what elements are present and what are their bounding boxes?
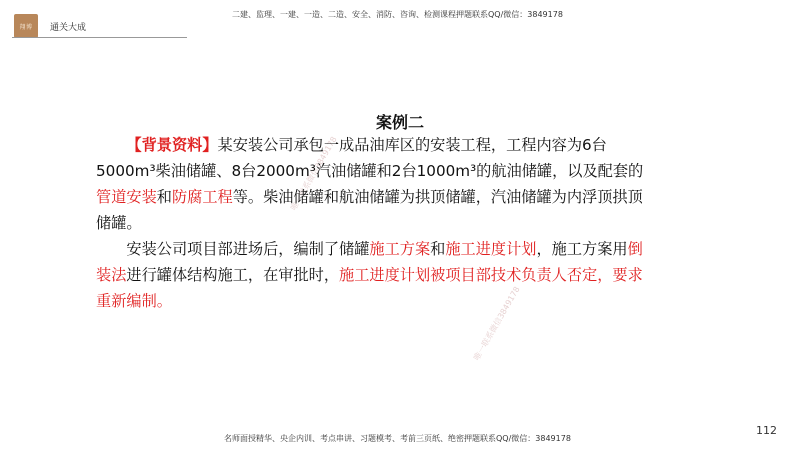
highlight-anticorrosion-work: 防腐工程 (171, 188, 233, 206)
highlight-pipeline-installation: 管道安装 (96, 188, 157, 206)
text-segment: 和 (156, 188, 172, 206)
text-segment: 某安装公司承包一成品油库区的安装工程，工程内容为6台5000m³柴油储罐、8台2000m³汽油储罐和2台1000m³的航油储罐，以及配套的 (96, 136, 644, 180)
brand-name: 通关大成 (50, 23, 87, 33)
text-segment: 进行罐体结构施工，在审批时， (126, 266, 339, 284)
text-segment: 和 (430, 240, 446, 258)
page-number: 112 (756, 424, 777, 437)
highlight-inverted-method: 倒装法 (96, 240, 643, 284)
case-title: 案例二 (375, 113, 424, 132)
watermark: 唯一联系微信3849178 (472, 285, 522, 362)
case-content (96, 132, 656, 314)
text-segment: 等。柴油储罐和航油储罐为拱顶储罐，汽油储罐为内浮顶拱顶储罐。 (96, 188, 643, 232)
text-segment: ，施工方案用 (536, 240, 628, 258)
background-label: 【背景资料】 (126, 136, 218, 154)
logo (14, 14, 38, 38)
project-paragraph (96, 236, 656, 314)
header-divider (12, 37, 187, 38)
highlight-construction-plan: 施工方案 (369, 240, 431, 258)
highlight-schedule-plan: 施工进度计划 (445, 240, 537, 258)
top-banner: 二建、监理、一建、一造、二造、安全、消防、咨询、检测课程押题联系QQ/微信：3849178 (232, 10, 563, 19)
watermark: 唯一联系微信3849178 (289, 135, 339, 212)
bottom-banner: 名师面授精华、央企内训、考点串讲、习题模考、考前三页纸、绝密押题联系QQ/微信：3849178 (224, 434, 571, 443)
highlight-schedule-rejected: 施工进度计划被项目部技术负责人否定，要求重新编制。 (96, 266, 643, 310)
background-paragraph (96, 132, 656, 236)
text-segment: 安装公司项目部进场后，编制了储罐 (126, 240, 370, 258)
logo-text: 翔博 (19, 23, 33, 31)
